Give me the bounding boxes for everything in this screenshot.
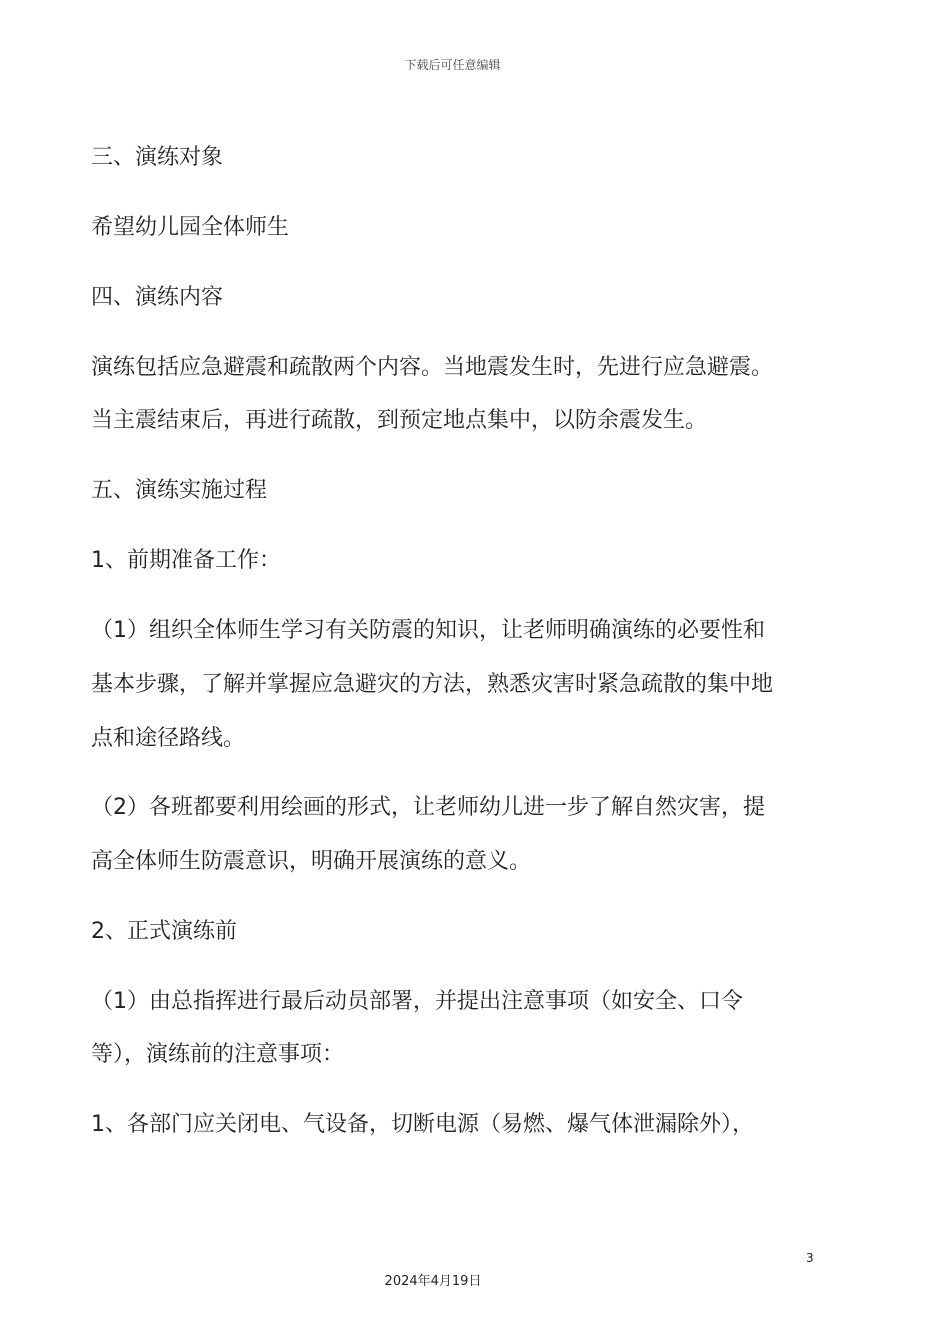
paragraph-prep-1-line-2: 基本步骤，了解并掌握应急避灾的方法，熟悉灾害时紧急疏散的集中地 <box>91 672 774 697</box>
paragraph-content-line-1: 演练包括应急避震和疏散两个内容。当地震发生时，先进行应急避震。 <box>91 355 774 380</box>
paragraph-content-line-2: 当主震结束后，再进行疏散，到预定地点集中，以防余震发生。 <box>91 408 708 433</box>
subheading-before-drill: 2、正式演练前 <box>91 919 237 944</box>
paragraph-before-1-line-2: 等），演练前的注意事项： <box>91 1042 345 1067</box>
subheading-preparation: 1、前期准备工作： <box>91 548 281 573</box>
paragraph-item-1: 1、各部门应关闭电、气设备，切断电源（易燃、爆气体泄漏除外）， <box>91 1112 754 1137</box>
header-note: 下载后可任意编辑 <box>404 58 501 72</box>
paragraph-prep-1-line-1: （1）组织全体师生学习有关防震的知识，让老师明确演练的必要性和 <box>91 618 765 643</box>
paragraph-before-1-line-1: （1）由总指挥进行最后动员部署，并提出注意事项（如安全、口令 <box>91 989 743 1014</box>
section-heading-content: 四、演练内容 <box>91 285 224 310</box>
paragraph-prep-1-line-3: 点和途径路线。 <box>91 726 246 751</box>
paragraph-prep-2-line-2: 高全体师生防震意识，明确开展演练的意义。 <box>91 849 532 874</box>
page-number: 3 <box>806 1251 814 1265</box>
paragraph-prep-2-line-1: （2）各班都要利用绘画的形式，让老师幼儿进一步了解自然灾害，提 <box>91 795 765 820</box>
section-heading-targets: 三、演练对象 <box>91 145 224 170</box>
footer-date: 2024年4月19日 <box>384 1274 482 1289</box>
section-heading-process: 五、演练实施过程 <box>91 478 268 503</box>
paragraph-targets: 希望幼儿园全体师生 <box>91 215 290 240</box>
